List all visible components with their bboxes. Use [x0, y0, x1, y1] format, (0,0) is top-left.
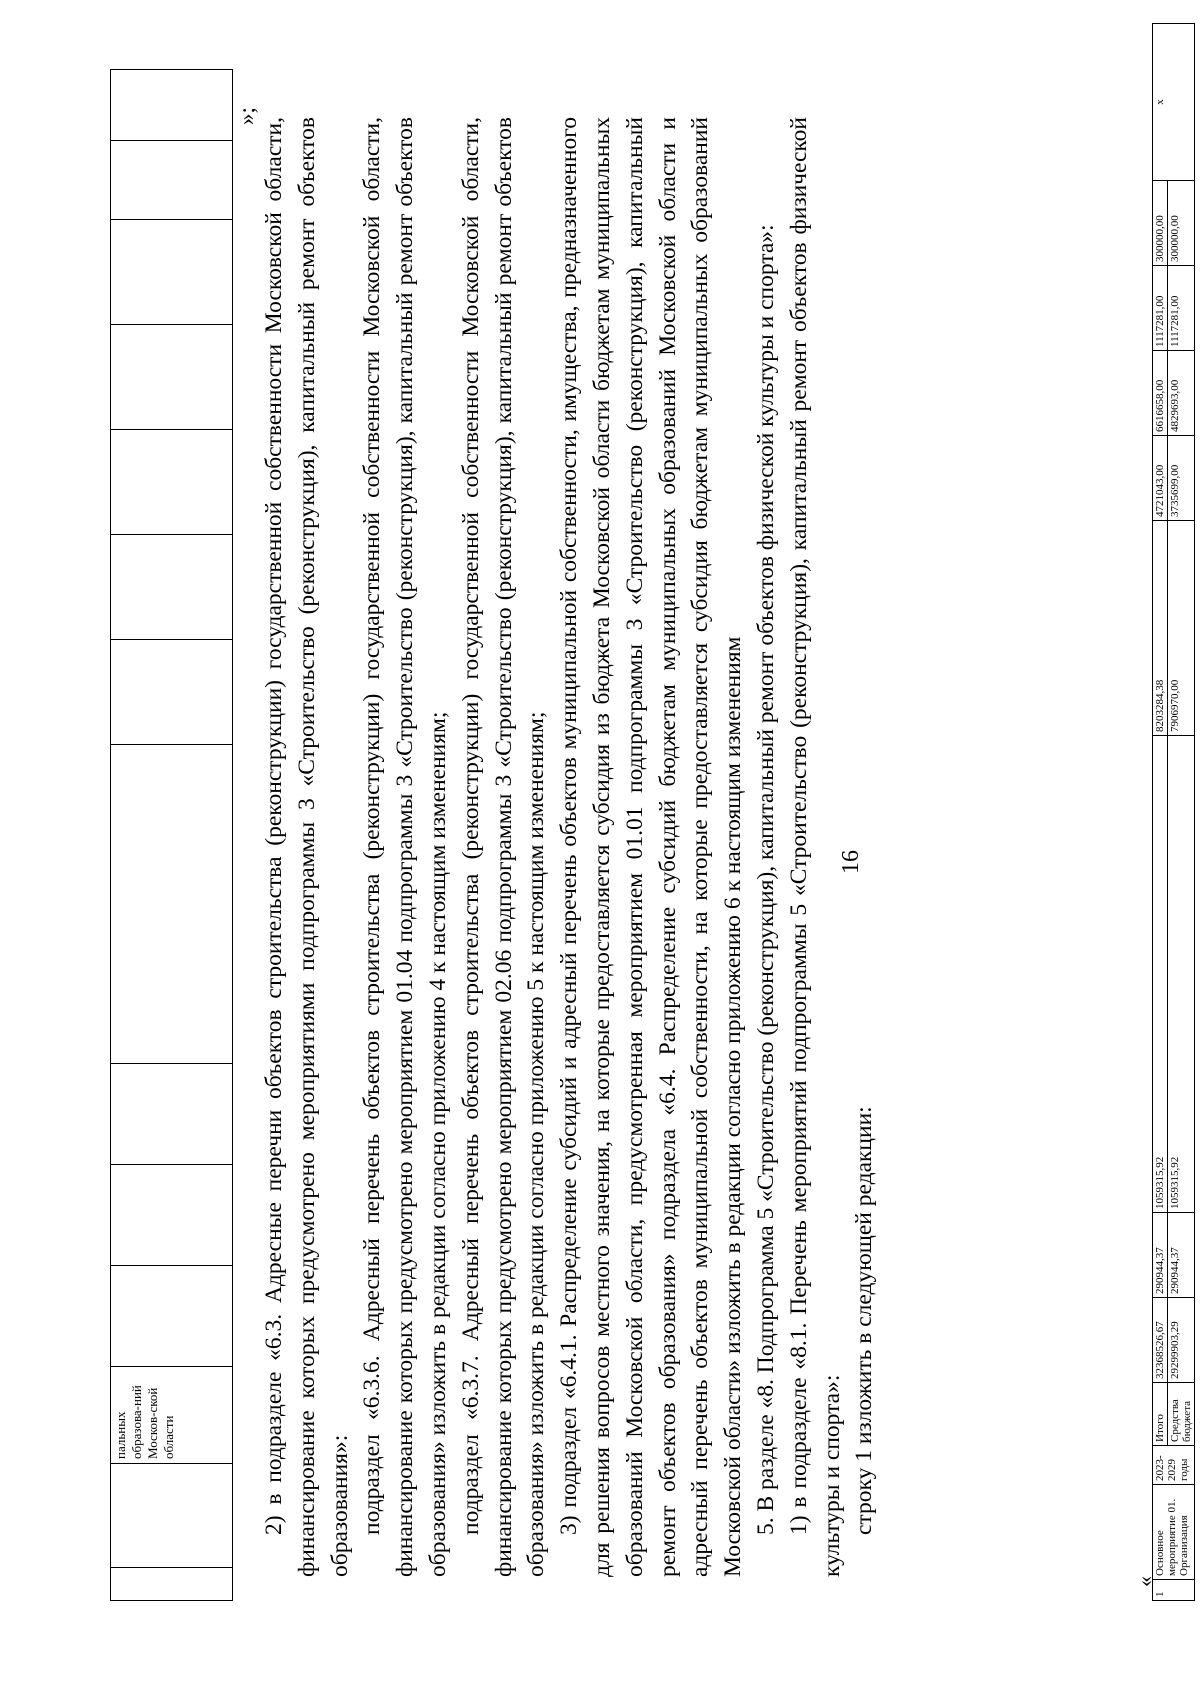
source-cell: Средства бюджета — [1168, 1383, 1195, 1446]
value-cell: 4721043,00 — [1153, 436, 1168, 521]
table-cell — [111, 1064, 233, 1165]
value-cell: 29299903,29 — [1168, 1298, 1195, 1383]
value-cell: 4829693,00 — [1168, 351, 1195, 436]
open-quote: « — [1132, 1576, 1157, 1587]
value-cell: 1059315,92 — [1153, 736, 1168, 1213]
paragraph: 3) подраздел «6.4.1. Распределение субсидий и адресный перечень объектов муниципальной собственности, имущества, предназначенного для решения вопросов местного значения, на которые предоставляется субсидия из бюджета Московской области бюджетам муниципальных образований Московской области, предусмотренная мероприятием 01.01 подпрограммы 3 «Строительство (реконструкция), капитальный ремонт объектов образования» подраздела «6.4. Распределение субсидий бюджетам муниципальных образований Московской области и адресный перечень объектов муниципальной собственности, на которые предоставляется субсидия бюджетам муниципальных образований Московской области» изложить в редакции согласно приложению 6 к настоящим изменениям — [556, 117, 747, 1577]
table-cell — [111, 1568, 233, 1601]
table-row — [1153, 24, 1168, 1601]
value-cell: 1117281,00 — [1168, 266, 1195, 351]
events-table — [1152, 23, 1195, 1601]
continued-table — [110, 69, 233, 1601]
value-cell: 32368526,67 — [1153, 1298, 1168, 1383]
source-cell: Итого — [1153, 1383, 1168, 1446]
table-cell — [111, 535, 233, 640]
event-name-cell: Основное мероприятие 01. Организация — [1153, 1485, 1195, 1580]
value-cell: 8203284,38 — [1153, 521, 1168, 736]
table-cell — [111, 640, 233, 745]
paragraph: строку 1 изложить в следующей редакции: — [851, 1106, 878, 1535]
paragraph: 2) в подразделе «6.3. Адресные перечни объектов строительства (реконструкции) государственной собственности Московской области, финансирование которых предусмотрено мероприятиями подпрограммы 3 «Строительство (реконструкция), капитальный ремонт объектов образования»: — [261, 117, 353, 1577]
table-cell — [111, 141, 233, 220]
table-cell — [111, 1266, 233, 1367]
value-cell: 3735699,00 — [1168, 436, 1195, 521]
table-cell — [111, 1464, 233, 1568]
table-cell — [111, 430, 233, 535]
row-number-cell: 1 — [1153, 1580, 1195, 1601]
paragraph: подраздел «6.3.7. Адресный перечень объектов строительства (реконструкции) государственной собственности Московской области, финансирование которых предусмотрено мероприятием 02.06 подпрограммы 3 «Строительство (реконструкция), капитальный ремонт объектов образования» изложить в редакции согласно приложению 5 к настоящим изменениям; — [457, 117, 550, 1577]
value-cell: 290944,37 — [1153, 1213, 1168, 1298]
table-cell — [111, 1165, 233, 1266]
table-row — [111, 70, 233, 1601]
table-cell — [111, 325, 233, 430]
value-cell: 290944,37 — [1168, 1213, 1195, 1298]
document-body — [258, 117, 881, 1577]
last-cell: х — [1153, 24, 1195, 181]
closing-quote: »; — [234, 107, 259, 125]
table-cell — [111, 220, 233, 325]
value-cell: 6616658,00 — [1153, 351, 1168, 436]
paragraph: 5. В разделе «8. Подпрограмма 5 «Строительство (реконструкция), капитальный ремонт объектов физической культуры и спорта»: — [752, 224, 779, 1535]
table-cell — [111, 70, 233, 141]
table-cell: пальных образова-ний Москов-ской области — [111, 1367, 233, 1464]
table-cell — [111, 745, 233, 1064]
table-row — [1168, 24, 1195, 1601]
value-cell: 300000,00 — [1168, 181, 1195, 266]
value-cell: 7906970,00 — [1168, 521, 1195, 736]
value-cell: 1059315,92 — [1168, 736, 1195, 1213]
page-number: 16 — [838, 850, 864, 874]
period-cell: 2023-2029 годы — [1153, 1446, 1195, 1485]
paragraph: 1) в подразделе «8.1. Перечень мероприятий подпрограммы 5 «Строительство (реконструкция), капитальный ремонт объектов физической культуры и спорта»: — [785, 117, 845, 1577]
paragraph: подраздел «6.3.6. Адресный перечень объектов строительства (реконструкции) государственной собственности Московской области, финансирование которых предусмотрено мероприятием 01.04 подпрограммы 3 «Строительство (реконструкция), капитальный ремонт объектов образования» изложить в редакции согласно приложению 4 к настоящим изменениям; — [359, 117, 451, 1577]
value-cell: 300000,00 — [1153, 181, 1168, 266]
value-cell: 1117281,00 — [1153, 266, 1168, 351]
